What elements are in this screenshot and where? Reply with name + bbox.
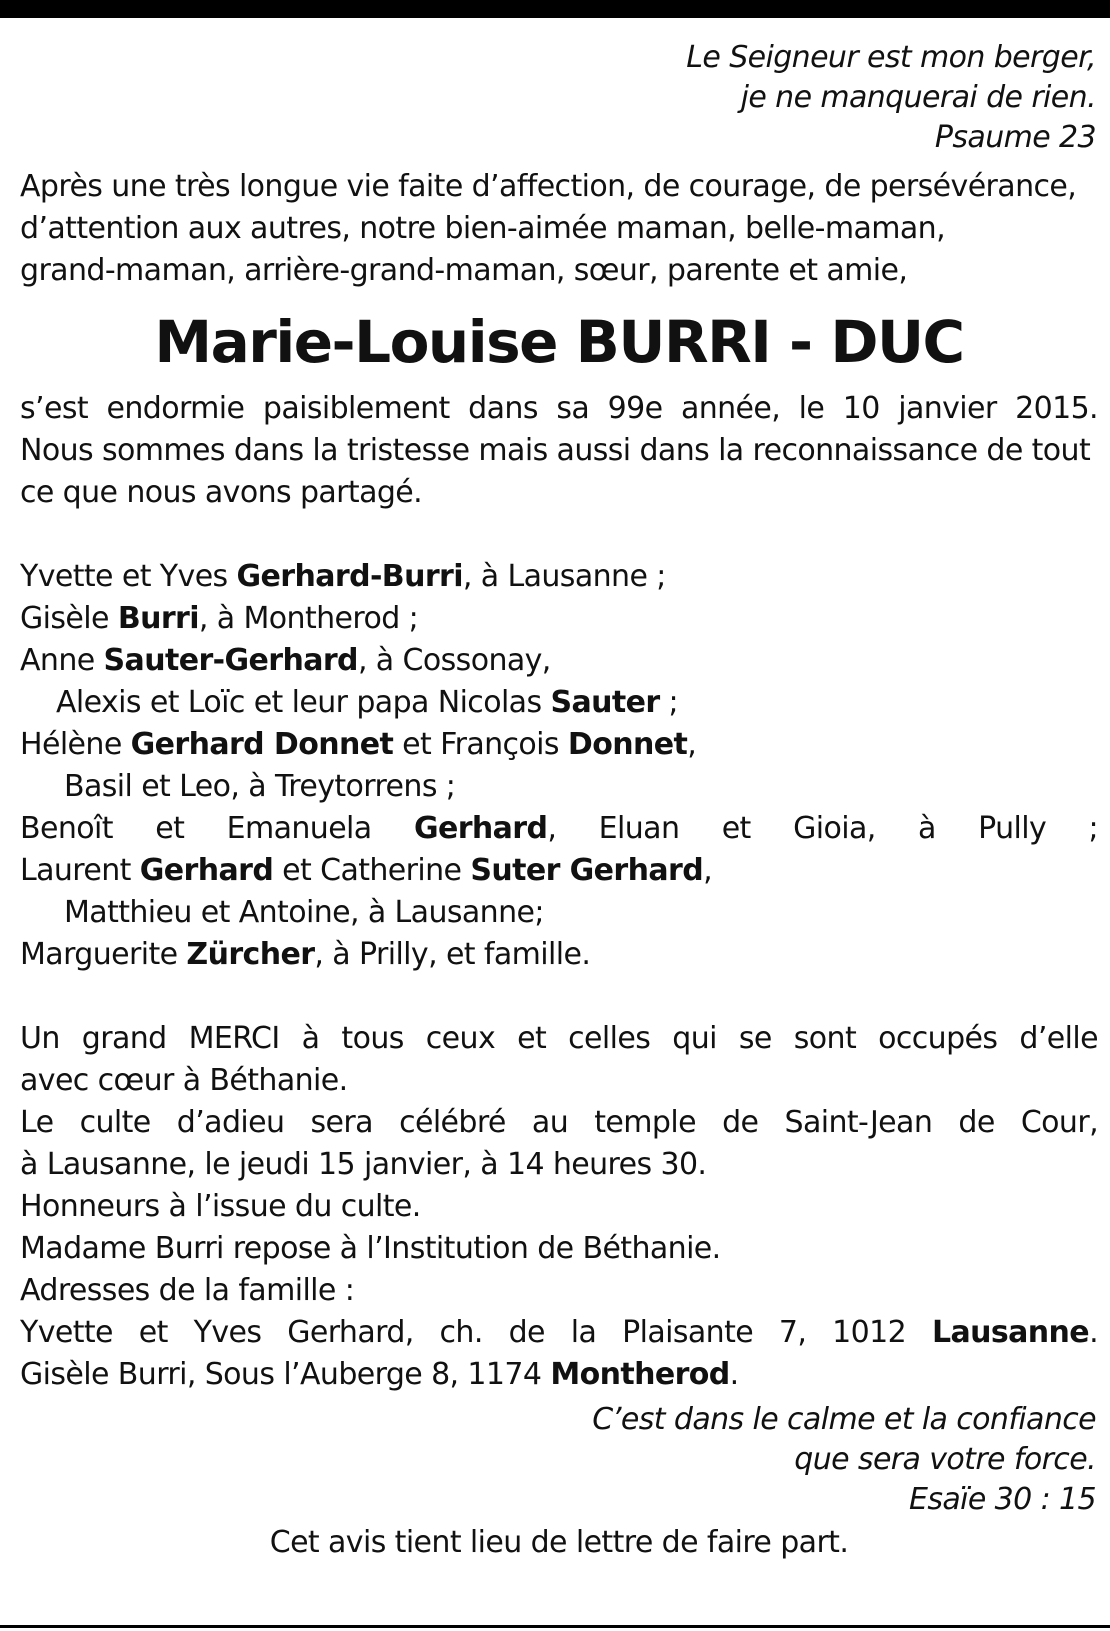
family-text: Benoît et Emanuela [20, 811, 414, 846]
family-text: et François [393, 727, 568, 762]
family-text: Matthieu et Antoine, à Lausanne; [64, 895, 544, 930]
obituary-notice [20, 38, 1098, 1564]
family-text: Marguerite [20, 937, 187, 972]
family-list [20, 556, 1098, 976]
closing-verse [20, 1400, 1098, 1520]
thanks-line-4: à Lausanne, le jeudi 15 janvier, à 14 heures 30. [20, 1147, 707, 1182]
announcement-line-3: ce que nous avons partagé. [20, 475, 423, 510]
family-text: , à Lausanne ; [462, 559, 666, 594]
address-text: . [729, 1357, 739, 1392]
family-line-8 [20, 850, 1098, 892]
family-surname: Gerhard [413, 811, 548, 846]
family-line-10 [20, 934, 1098, 976]
closing-verse-line-2: que sera votre force. [794, 1442, 1096, 1477]
thanks-line-1: Un grand MERCI à tous ceux et celles qui se sont occupés d’elle [20, 1021, 1098, 1056]
family-text: Laurent [20, 853, 140, 888]
top-border-rule [0, 0, 1110, 18]
opening-verse-line-2: je ne manquerai de rien. [740, 80, 1096, 115]
address-line-2 [20, 1354, 1098, 1396]
spacer [20, 514, 1098, 556]
opening-verse-reference: Psaume 23 [934, 120, 1096, 155]
family-text: Alexis et Loïc et leur papa Nicolas [56, 685, 551, 720]
bottom-border-rule [0, 1625, 1110, 1628]
family-surname: Donnet [567, 727, 688, 762]
family-text: et Catherine [273, 853, 471, 888]
announcement-paragraph [20, 388, 1098, 514]
family-text: Yvette et Yves [20, 559, 237, 594]
family-text: Hélène [20, 727, 131, 762]
family-surname: Gerhard [139, 853, 274, 888]
family-line-6 [20, 766, 1098, 808]
family-surname: Sauter [550, 685, 660, 720]
address-text: Gisèle Burri, Sous l’Auberge 8, 1174 [20, 1357, 551, 1392]
family-text: , [703, 853, 713, 888]
spacer [20, 976, 1098, 1018]
family-line-9 [20, 892, 1098, 934]
announcement-line-2: Nous sommes dans la tristesse mais aussi dans la reconnaissance de tout [20, 433, 1091, 468]
family-line-1 [20, 556, 1098, 598]
address-city: Lausanne [931, 1315, 1090, 1350]
family-text: , Eluan et Gioia, à Pully ; [547, 811, 1098, 846]
family-surname: Burri [117, 601, 199, 636]
family-text: Anne [20, 643, 104, 678]
address-line-1 [20, 1312, 1098, 1354]
deceased-name: Marie-Louise BURRI - DUC [154, 308, 964, 376]
thanks-line-7: Adresses de la famille : [20, 1273, 355, 1308]
family-line-4 [20, 682, 1098, 724]
family-text: Basil et Leo, à Treytorrens ; [64, 769, 456, 804]
opening-verse-line-1: Le Seigneur est mon berger, [686, 40, 1096, 75]
family-surname: Gerhard-Burri [236, 559, 463, 594]
thanks-paragraph [20, 1018, 1098, 1312]
family-text: , à Cossonay, [357, 643, 551, 678]
family-surname: Sauter-Gerhard [103, 643, 358, 678]
closing-verse-line-1: C’est dans le calme et la confiance [592, 1402, 1096, 1437]
address-text: . [1089, 1315, 1098, 1350]
family-surname: Gerhard Donnet [130, 727, 394, 762]
thanks-line-3: Le culte d’adieu sera célébré au temple de Saint-Jean de Cour, [20, 1105, 1098, 1140]
family-line-5 [20, 724, 1098, 766]
family-text: , à Montherod ; [198, 601, 419, 636]
family-text: , [687, 727, 697, 762]
thanks-line-2: avec cœur à Béthanie. [20, 1063, 348, 1098]
closing-verse-reference: Esaïe 30 : 15 [908, 1482, 1096, 1517]
thanks-line-6: Madame Burri repose à l’Institution de Béthanie. [20, 1231, 721, 1266]
family-text: Gisèle [20, 601, 118, 636]
family-surname: Suter Gerhard [470, 853, 704, 888]
address-city: Montherod [550, 1357, 730, 1392]
address-text: Yvette et Yves Gerhard, ch. de la Plaisante 7, 1012 [20, 1315, 932, 1350]
intro-paragraph [20, 166, 1098, 292]
family-surname: Zürcher [186, 937, 315, 972]
family-line-3 [20, 640, 1098, 682]
family-text: , à Prilly, et famille. [314, 937, 591, 972]
intro-line-1: Après une très longue vie faite d’affection, de courage, de persévérance, [20, 169, 1077, 204]
family-line-2 [20, 598, 1098, 640]
intro-line-3: grand-maman, arrière-grand-maman, sœur, parente et amie, [20, 253, 908, 288]
opening-verse [20, 38, 1098, 158]
thanks-line-5: Honneurs à l’issue du culte. [20, 1189, 421, 1224]
announcement-line-1: s’est endormie paisiblement dans sa 99e année, le 10 janvier 2015. [20, 391, 1098, 426]
family-line-7 [20, 808, 1098, 850]
closing-note: Cet avis tient lieu de lettre de faire part. [269, 1525, 849, 1560]
family-text: ; [659, 685, 678, 720]
family-addresses [20, 1312, 1098, 1396]
intro-line-2: d’attention aux autres, notre bien-aimée maman, belle-maman, [20, 211, 946, 246]
